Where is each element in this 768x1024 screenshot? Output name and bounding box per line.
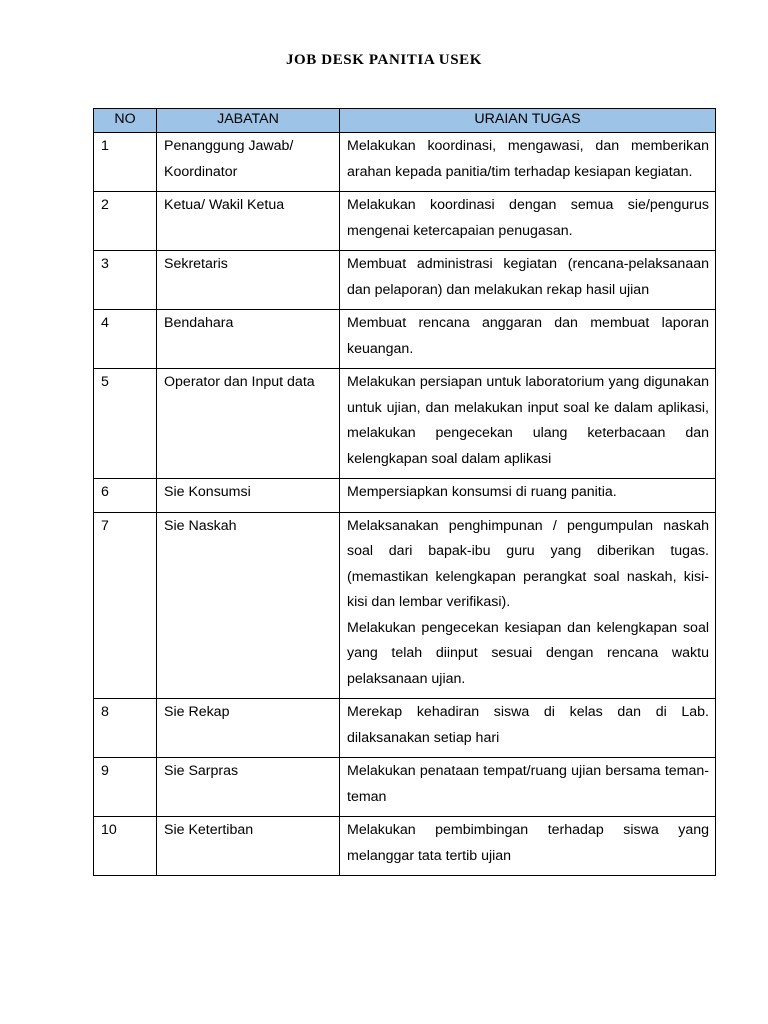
- cell-tugas: [340, 251, 716, 310]
- table-row: [94, 310, 716, 369]
- cell-tugas: [340, 133, 716, 192]
- cell-no: 5: [94, 369, 157, 479]
- cell-no: 7: [94, 512, 157, 699]
- cell-jabatan: Sie Sarpras: [157, 758, 340, 817]
- tugas-text: Melakukan koordinasi, mengawasi, dan memberikan arahan kepada panitia/tim terhadap kesiapan kegiatan.: [347, 138, 709, 180]
- cell-no: 2: [94, 192, 157, 251]
- tugas-text: Membuat administrasi kegiatan (rencana-pelaksanaan dan pelaporan) dan melakukan rekap hasil ujian: [347, 256, 709, 298]
- cell-jabatan: Ketua/ Wakil Ketua: [157, 192, 340, 251]
- cell-tugas: [340, 310, 716, 369]
- tugas-text: Melakukan persiapan untuk laboratorium yang digunakan untuk ujian, dan melakukan input soal ke dalam aplikasi, melakukan pengecekan ulang keterbacaan dan kelengkapan soal dalam aplikasi: [347, 374, 709, 467]
- cell-no: 3: [94, 251, 157, 310]
- cell-jabatan: Sie Ketertiban: [157, 817, 340, 876]
- cell-no: 6: [94, 479, 157, 513]
- cell-no: 1: [94, 133, 157, 192]
- cell-tugas: [340, 817, 716, 876]
- cell-tugas: [340, 479, 716, 513]
- tugas-text: Melakukan koordinasi dengan semua sie/pengurus mengenai ketercapaian penugasan.: [347, 197, 709, 239]
- table-row: [94, 817, 716, 876]
- cell-no: 4: [94, 310, 157, 369]
- table-row: [94, 251, 716, 310]
- tugas-text: Membuat rencana anggaran dan membuat laporan keuangan.: [347, 315, 709, 357]
- cell-no: 9: [94, 758, 157, 817]
- document-title: JOB DESK PANITIA USEK: [285, 52, 483, 68]
- table-row: [94, 133, 716, 192]
- cell-jabatan: Sie Konsumsi: [157, 479, 340, 513]
- cell-tugas: [340, 699, 716, 758]
- job-desk-table: [93, 108, 716, 876]
- table-row: [94, 699, 716, 758]
- header-uraian-tugas: URAIAN TUGAS: [340, 109, 716, 133]
- header-jabatan: JABATAN: [157, 109, 340, 133]
- cell-no: 10: [94, 817, 157, 876]
- cell-tugas: [340, 512, 716, 699]
- cell-jabatan: Sekretaris: [157, 251, 340, 310]
- table-row: [94, 192, 716, 251]
- table-header-row: [94, 109, 716, 133]
- tugas-text: Melaksanakan penghimpunan / pengumpulan naskah soal dari bapak-ibu guru yang diberikan tugas. (memastikan kelengkapan perangkat soal naskah, kisi-kisi dan lembar verifikasi).: [347, 517, 709, 610]
- table-row: [94, 479, 716, 513]
- header-no: NO: [94, 109, 157, 133]
- tugas-text: Melakukan pengecekan kesiapan dan kelengkapan soal yang telah diinput sesuai dengan rencana waktu pelaksanaan ujian.: [347, 619, 709, 687]
- cell-tugas: [340, 369, 716, 479]
- cell-tugas: [340, 758, 716, 817]
- tugas-text: Merekap kehadiran siswa di kelas dan di Lab. dilaksanakan setiap hari: [347, 704, 709, 746]
- cell-jabatan: Bendahara: [157, 310, 340, 369]
- cell-no: 8: [94, 699, 157, 758]
- tugas-text: Mempersiapkan konsumsi di ruang panitia.: [347, 484, 617, 500]
- tugas-text: Melakukan penataan tempat/ruang ujian bersama teman-teman: [347, 763, 709, 805]
- cell-jabatan: Sie Naskah: [157, 512, 340, 699]
- cell-jabatan: Sie Rekap: [157, 699, 340, 758]
- tugas-text: Melakukan pembimbingan terhadap siswa yang melanggar tata tertib ujian: [347, 822, 709, 864]
- table-row: [94, 369, 716, 479]
- cell-jabatan: Operator dan Input data: [157, 369, 340, 479]
- table-row: [94, 758, 716, 817]
- cell-tugas: [340, 192, 716, 251]
- cell-jabatan: Penanggung Jawab/ Koordinator: [157, 133, 340, 192]
- table-row: [94, 512, 716, 699]
